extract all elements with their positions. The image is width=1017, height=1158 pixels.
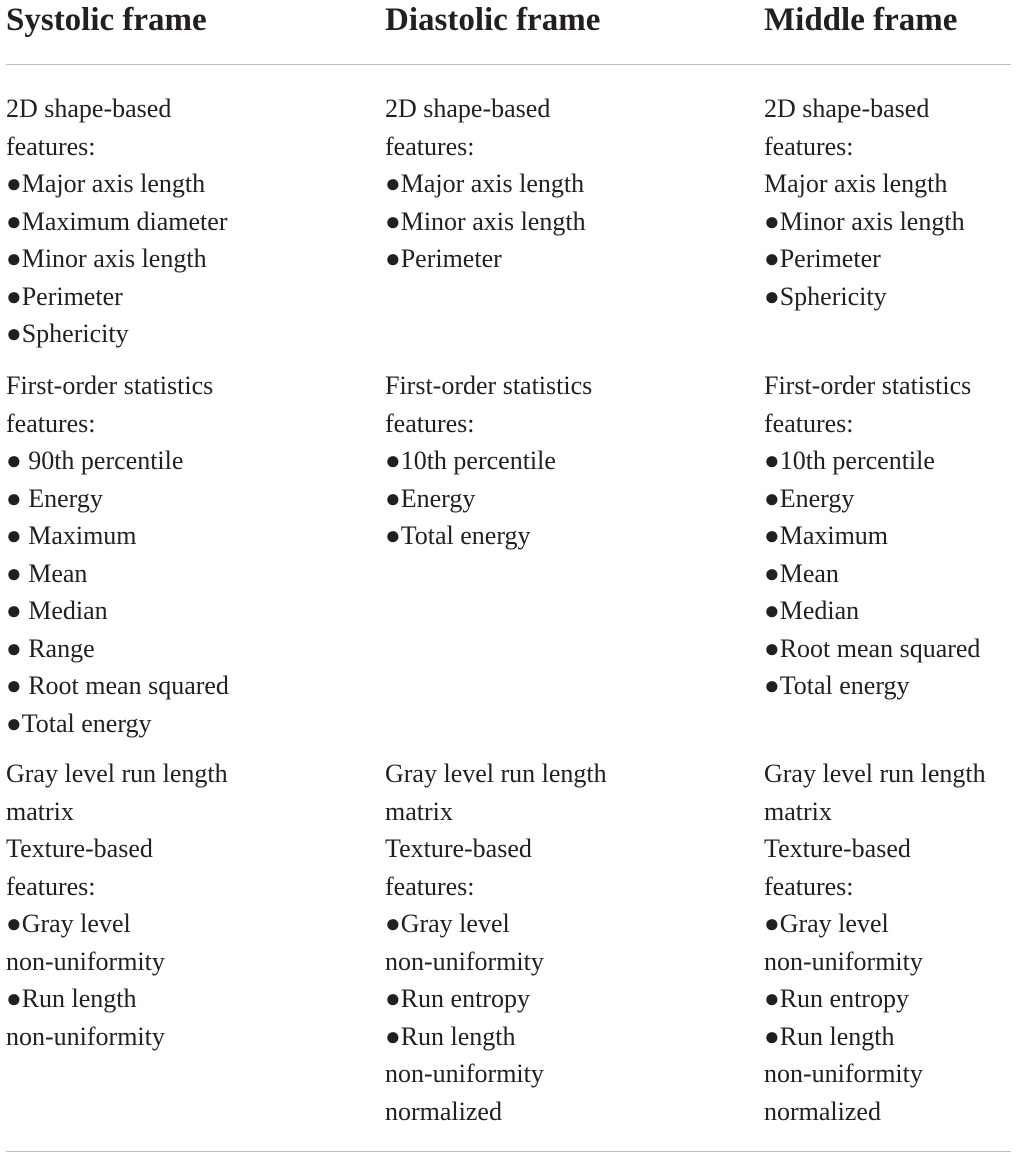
cell-line: ●Perimeter <box>385 244 502 273</box>
cell-line: non-uniformity <box>385 946 544 976</box>
cell-line: 2D shape-based <box>6 94 172 123</box>
cell-line: First-order statistics <box>385 371 593 400</box>
cell-line: normalized <box>764 1096 881 1126</box>
header-systolic-frame: Systolic frame <box>6 2 207 38</box>
cell-line: ●Run length <box>385 1021 516 1051</box>
cell-line: non-uniformity <box>385 1059 544 1088</box>
cell-line: ●Run entropy <box>764 984 909 1013</box>
cell-line: features: <box>6 131 96 161</box>
cell-diastolic-first-order <box>385 367 592 555</box>
header-middle-frame: Middle frame <box>764 2 958 38</box>
cell-line: ●Run length <box>6 984 137 1013</box>
cell-line: ● 90th percentile <box>6 446 184 475</box>
cell-line: ●10th percentile <box>385 446 556 475</box>
cell-line: First-order statistics <box>6 371 214 400</box>
cell-line: ●Major axis length <box>6 169 206 198</box>
cell-line: 2D shape-based <box>385 94 551 123</box>
cell-line: ● Root mean squared <box>6 671 229 700</box>
cell-line: ●Gray level <box>6 909 131 938</box>
header-divider <box>6 64 1011 65</box>
cell-diastolic-shape <box>385 90 586 278</box>
cell-line: Texture-based <box>385 834 532 863</box>
cell-line: ●Sphericity <box>6 319 129 348</box>
cell-line: matrix <box>385 796 453 826</box>
cell-line: Major axis length <box>764 169 948 198</box>
cell-line: ●Total energy <box>6 708 152 738</box>
cell-line: ●Energy <box>385 483 476 513</box>
cell-line: ●Maximum diameter <box>6 206 228 236</box>
cell-diastolic-texture <box>385 755 607 1130</box>
cell-line: matrix <box>6 796 74 826</box>
cell-line: ● Range <box>6 633 95 663</box>
cell-line: features: <box>385 408 475 438</box>
cell-line: non-uniformity <box>6 1021 165 1051</box>
cell-middle-texture <box>764 755 986 1130</box>
cell-line: ● Maximum <box>6 521 137 550</box>
cell-line: ● Mean <box>6 558 88 588</box>
table-bottom-divider <box>6 1151 1011 1152</box>
cell-line: features: <box>764 131 854 161</box>
cell-line: Gray level run length <box>764 759 986 788</box>
cell-line: ●Minor axis length <box>764 206 965 236</box>
cell-line: ●Major axis length <box>385 169 585 198</box>
cell-line: ●Energy <box>764 483 855 513</box>
cell-line: ●Total energy <box>385 521 531 550</box>
cell-line: ● Energy <box>6 483 103 513</box>
cell-middle-first-order <box>764 367 980 705</box>
cell-line: ●Root mean squared <box>764 633 981 663</box>
cell-line: features: <box>764 871 854 901</box>
cell-line: non-uniformity <box>764 1059 923 1088</box>
cell-line: normalized <box>385 1096 502 1126</box>
cell-line: ●Minor axis length <box>385 206 586 236</box>
cell-middle-shape <box>764 90 965 315</box>
table-header-row <box>0 0 1017 44</box>
cell-line: Texture-based <box>6 834 153 863</box>
cell-line: Gray level run length <box>6 759 228 788</box>
cell-line: non-uniformity <box>764 946 923 976</box>
cell-line: Gray level run length <box>385 759 607 788</box>
cell-line: 2D shape-based <box>764 94 930 123</box>
cell-line: ●Run entropy <box>385 984 530 1013</box>
cell-line: ●Perimeter <box>6 281 123 311</box>
cell-line: ●Perimeter <box>764 244 881 273</box>
cell-systolic-shape <box>6 90 227 353</box>
header-diastolic-frame: Diastolic frame <box>385 2 601 38</box>
cell-line: ●Total energy <box>764 671 910 700</box>
cell-line: features: <box>385 871 475 901</box>
cell-line: features: <box>385 131 475 161</box>
cell-line: ●Maximum <box>764 521 889 550</box>
cell-line: ●Median <box>764 596 860 625</box>
cell-line: ●Mean <box>764 558 839 588</box>
cell-line: ●Sphericity <box>764 281 887 311</box>
cell-line: ● Median <box>6 596 108 625</box>
cell-line: ●10th percentile <box>764 446 935 475</box>
cell-line: First-order statistics <box>764 371 972 400</box>
cell-line: features: <box>6 871 96 901</box>
cell-line: matrix <box>764 796 832 826</box>
cell-line: ●Gray level <box>385 909 510 938</box>
cell-line: ●Minor axis length <box>6 244 207 273</box>
cell-line: ●Run length <box>764 1021 895 1051</box>
cell-systolic-first-order <box>6 367 229 742</box>
cell-line: non-uniformity <box>6 946 165 976</box>
cell-line: features: <box>764 408 854 438</box>
cell-systolic-texture <box>6 755 228 1055</box>
cell-line: ●Gray level <box>764 909 889 938</box>
cell-line: Texture-based <box>764 834 911 863</box>
cell-line: features: <box>6 408 96 438</box>
